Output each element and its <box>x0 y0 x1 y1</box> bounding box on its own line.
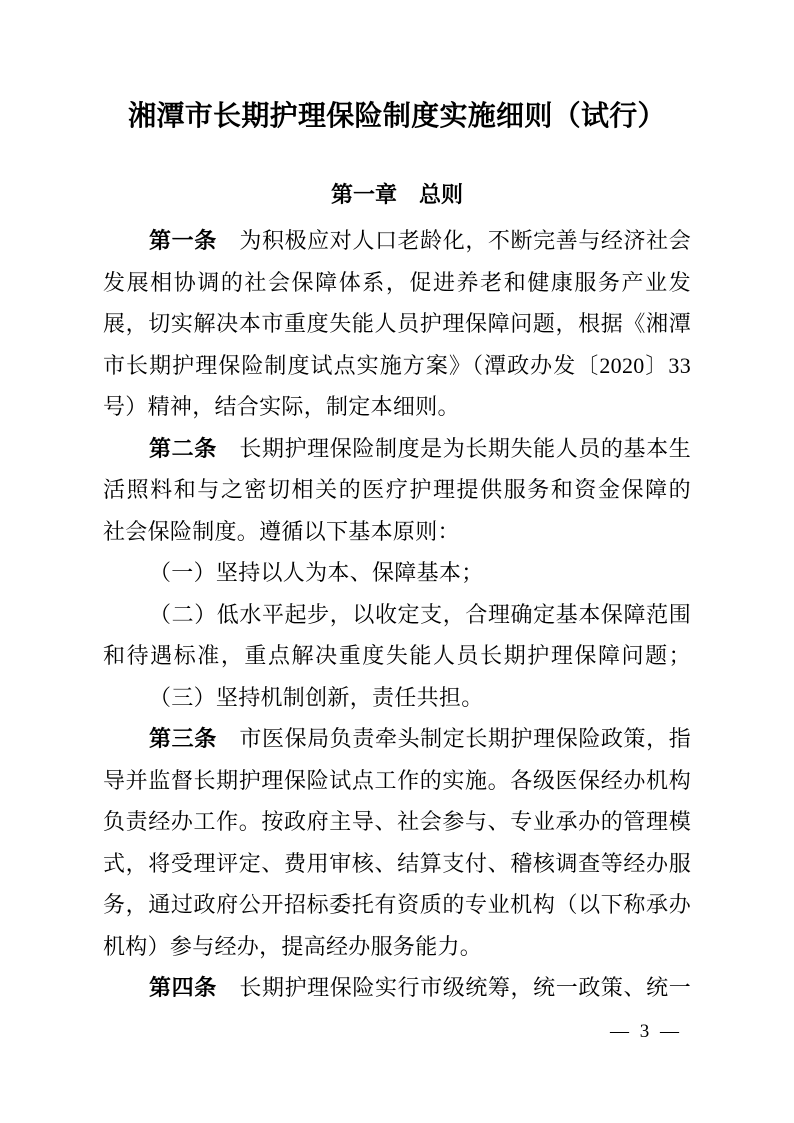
body-line <box>103 677 691 719</box>
body-line <box>103 594 691 636</box>
line-text: 市医保局负责牵头制定长期护理保险政策，指 <box>216 726 691 751</box>
body-line <box>103 843 691 885</box>
body-line <box>103 386 691 428</box>
section-number: 第三条 <box>149 726 217 751</box>
line-text: 为积极应对人口老龄化，不断完善与经济社会 <box>216 228 691 253</box>
line-text: 号）精神，结合实际，制定本细则。 <box>103 394 460 419</box>
line-text: 社会保险制度。遵循以下基本原则： <box>103 518 460 544</box>
body-line <box>103 718 691 760</box>
line-text: 机构）参与经办，提高经办服务能力。 <box>103 933 483 959</box>
line-text: 负责经办工作。按政府主导、社会参与、专业承办的管理模 <box>103 809 691 834</box>
line-text: 长期护理保险制度是为长期失能人员的基本生 <box>216 435 691 461</box>
body-line <box>103 801 691 843</box>
body-line <box>103 926 691 968</box>
page-number: — 3 — <box>610 1021 682 1042</box>
line-text: （一）坚持以人为本、保障基本； <box>149 560 484 585</box>
line-text: 长期护理保险实行市级统筹，统一政策、统一 <box>216 975 691 1000</box>
body-line <box>103 262 691 304</box>
line-text: 和待遇标准，重点解决重度失能人员长期护理保障问题； <box>103 643 691 668</box>
line-text: 发展相协调的社会保障体系，促进养老和健康服务产业发 <box>103 269 691 295</box>
line-text: 活照料和与之密切相关的医疗护理提供服务和资金保障的 <box>103 477 691 502</box>
body-line <box>103 469 691 511</box>
line-text: 式，将受理评定、费用审核、结算支付、稽核调查等经办服 <box>103 850 691 876</box>
body-line <box>103 428 691 470</box>
body-line <box>103 760 691 802</box>
body-line <box>103 884 691 926</box>
body-line <box>103 303 691 345</box>
body-line <box>103 967 691 1009</box>
body-line <box>103 635 691 677</box>
document-title: 湘潭市长期护理保险制度实施细则（试行） <box>128 101 666 132</box>
line-text: （二）低水平起步，以收定支，合理确定基本保障范围 <box>149 601 691 627</box>
line-text: 展，切实解决本市重度失能人员护理保障问题，根据《湘潭 <box>103 311 691 336</box>
body-line <box>103 345 691 387</box>
line-text: 务，通过政府公开招标委托有资质的专业机构（以下称承办 <box>103 892 691 917</box>
line-text: 导并监督长期护理保险试点工作的实施。各级医保经办机构 <box>103 767 691 793</box>
line-text: （三）坚持机制创新，责任共担。 <box>149 684 484 710</box>
line-text: 市长期护理保险制度试点实施方案》（潭政办发〔2020〕33 <box>103 352 691 378</box>
document-body <box>103 220 691 1009</box>
body-line <box>103 511 691 553</box>
chapter-heading: 第一章 总则 <box>330 182 463 207</box>
body-line <box>103 552 691 594</box>
body-line <box>103 220 691 262</box>
section-number: 第一条 <box>149 228 217 253</box>
section-number: 第二条 <box>149 435 217 461</box>
section-number: 第四条 <box>149 975 217 1000</box>
